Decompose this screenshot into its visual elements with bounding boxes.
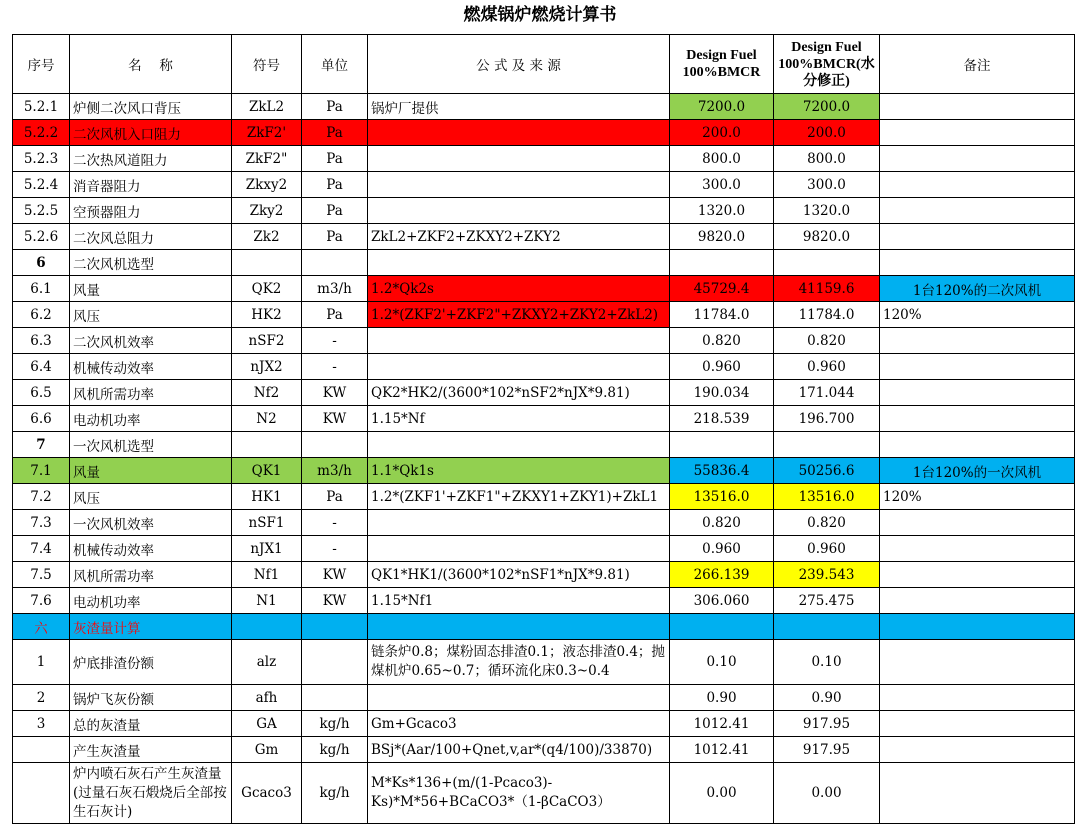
cell-value-2: 0.10 [774,640,880,685]
cell-seq: 5.2.6 [13,224,70,250]
cell-symbol: nJX2 [232,354,302,380]
cell-formula [368,250,670,276]
cell-seq: 7.6 [13,588,70,614]
cell-seq: 2 [13,685,70,711]
cell-formula: 1.2*(ZKF2'+ZKF2"+ZKXY2+ZKY2+ZkL2) [368,302,670,328]
cell-symbol: alz [232,640,302,685]
cell-value-2 [774,432,880,458]
cell-value-2: 13516.0 [774,484,880,510]
cell-value-2: 11784.0 [774,302,880,328]
cell-unit: kg/h [302,763,368,824]
cell-value-1 [670,432,774,458]
header-fuel2: Design Fuel 100%BMCR(水分修正) [774,35,880,94]
cell-unit: Pa [302,120,368,146]
cell-value-2: 0.820 [774,328,880,354]
cell-value-2: 1320.0 [774,198,880,224]
cell-value-1: 0.820 [670,510,774,536]
section-row [13,432,1075,458]
cell-formula: QK1*HK1/(3600*102*nSF1*nJX*9.81) [368,562,670,588]
cell-value-2: 0.960 [774,536,880,562]
table-row [13,763,1075,824]
cell-name: 风机所需功率 [70,562,232,588]
cell-remark: 120% [880,484,1075,510]
cell-seq: 6.1 [13,276,70,302]
cell-seq: 6.3 [13,328,70,354]
cell-symbol: ZkF2' [232,120,302,146]
cell-remark [880,146,1075,172]
cell-seq: 7.2 [13,484,70,510]
table-row [13,198,1075,224]
cell-value-2: 9820.0 [774,224,880,250]
table-row [13,406,1075,432]
cell-remark [880,94,1075,120]
cell-seq [13,737,70,763]
cell-name: 一次风机效率 [70,510,232,536]
cell-value-2: 0.820 [774,510,880,536]
cell-unit: Pa [302,302,368,328]
cell-formula [368,354,670,380]
cell-value-2: 0.90 [774,685,880,711]
cell-remark [880,432,1075,458]
cell-symbol: Nf2 [232,380,302,406]
cell-value-2: 0.00 [774,763,880,824]
cell-remark [880,120,1075,146]
cell-name: 电动机功率 [70,406,232,432]
cell-unit: KW [302,380,368,406]
cell-name: 机械传动效率 [70,536,232,562]
cell-name: 灰渣量计算 [70,614,232,640]
cell-symbol: nSF1 [232,510,302,536]
cell-formula: QK2*HK2/(3600*102*nSF2*nJX*9.81) [368,380,670,406]
cell-unit: Pa [302,146,368,172]
cell-value-1: 200.0 [670,120,774,146]
cell-name: 炉内喷石灰石产生灰渣量(过量石灰石煅烧后全部按生石灰计) [70,763,232,824]
cell-name: 二次风机效率 [70,328,232,354]
cell-unit: m3/h [302,276,368,302]
cell-value-1: 0.960 [670,536,774,562]
cell-unit [302,432,368,458]
cell-value-2 [774,250,880,276]
cell-formula: 1.1*Qk1s [368,458,670,484]
cell-unit: Pa [302,94,368,120]
calculation-table [12,34,1075,824]
cell-value-2: 200.0 [774,120,880,146]
cell-unit [302,640,368,685]
cell-value-1: 0.10 [670,640,774,685]
cell-symbol: Zkxy2 [232,172,302,198]
cell-value-1: 55836.4 [670,458,774,484]
table-row [13,737,1075,763]
cell-seq [13,763,70,824]
cell-seq: 六 [13,614,70,640]
cell-value-1: 218.539 [670,406,774,432]
cell-value-1 [670,614,774,640]
cell-value-1: 11784.0 [670,302,774,328]
header-unit: 单位 [302,35,368,94]
table-row [13,172,1075,198]
cell-value-2: 50256.6 [774,458,880,484]
cell-unit: Pa [302,484,368,510]
cell-formula [368,614,670,640]
cell-symbol: Gm [232,737,302,763]
cell-remark [880,588,1075,614]
cell-value-2: 800.0 [774,146,880,172]
cell-seq: 6.6 [13,406,70,432]
cell-symbol: nSF2 [232,328,302,354]
cell-symbol: QK2 [232,276,302,302]
cell-seq: 7.5 [13,562,70,588]
cell-name: 风量 [70,276,232,302]
cell-value-1: 45729.4 [670,276,774,302]
cell-unit: KW [302,588,368,614]
cell-remark [880,510,1075,536]
header-fuel1: Design Fuel 100%BMCR [670,35,774,94]
table-row [13,94,1075,120]
cell-formula [368,510,670,536]
cell-formula [368,328,670,354]
cell-value-1: 13516.0 [670,484,774,510]
cell-unit: - [302,536,368,562]
table-row [13,120,1075,146]
cell-seq: 6.4 [13,354,70,380]
cell-seq: 6 [13,250,70,276]
cell-name: 锅炉飞灰份额 [70,685,232,711]
table-row [13,711,1075,737]
cell-value-2: 300.0 [774,172,880,198]
section-row [13,250,1075,276]
cell-name: 炉侧二次风口背压 [70,94,232,120]
cell-symbol: Zky2 [232,198,302,224]
cell-value-1: 1012.41 [670,737,774,763]
cell-remark [880,172,1075,198]
cell-unit [302,250,368,276]
cell-remark [880,198,1075,224]
cell-symbol: nJX1 [232,536,302,562]
cell-value-1: 9820.0 [670,224,774,250]
cell-symbol [232,432,302,458]
cell-seq: 5.2.4 [13,172,70,198]
cell-formula: 链条炉0.8；煤粉固态排渣0.1；液态排渣0.4；抛煤机炉0.65~0.7；循环流化床0.3~0.4 [368,640,670,685]
cell-value-1: 1320.0 [670,198,774,224]
header-row [13,35,1075,94]
cell-seq: 5.2.1 [13,94,70,120]
cell-value-1: 0.960 [670,354,774,380]
cell-name: 消音器阻力 [70,172,232,198]
cell-formula [368,172,670,198]
table-row [13,276,1075,302]
cell-unit: - [302,510,368,536]
cell-symbol: GA [232,711,302,737]
cell-unit: Pa [302,224,368,250]
cell-symbol: afh [232,685,302,711]
cell-unit: - [302,354,368,380]
cell-remark [880,640,1075,685]
cell-name: 炉底排渣份额 [70,640,232,685]
cell-seq: 5.2.3 [13,146,70,172]
cell-value-1: 0.00 [670,763,774,824]
section-row [13,614,1075,640]
header-symbol: 符号 [232,35,302,94]
cell-remark [880,536,1075,562]
cell-value-1 [670,250,774,276]
cell-seq: 1 [13,640,70,685]
cell-remark [880,328,1075,354]
cell-symbol: Zk2 [232,224,302,250]
cell-value-1: 0.90 [670,685,774,711]
table-row [13,146,1075,172]
table-row [13,302,1075,328]
cell-symbol: N2 [232,406,302,432]
cell-name: 二次风总阻力 [70,224,232,250]
cell-symbol: ZkL2 [232,94,302,120]
cell-unit: kg/h [302,737,368,763]
cell-remark: 1台120%的一次风机 [880,458,1075,484]
cell-symbol [232,614,302,640]
cell-unit: kg/h [302,711,368,737]
cell-formula [368,146,670,172]
cell-value-1: 0.820 [670,328,774,354]
cell-value-1: 300.0 [670,172,774,198]
cell-remark: 1台120%的二次风机 [880,276,1075,302]
cell-name: 机械传动效率 [70,354,232,380]
document-title: 燃煤锅炉燃烧计算书 [463,5,617,25]
cell-seq: 7.4 [13,536,70,562]
cell-name: 一次风机选型 [70,432,232,458]
cell-remark [880,737,1075,763]
cell-formula: M*Ks*136+(m/(1-Pcaco3)-Ks)*M*56+BCaCO3*（1-βCaCO3） [368,763,670,824]
table-row [13,328,1075,354]
header-seq: 序号 [13,35,70,94]
cell-symbol [232,250,302,276]
cell-unit: m3/h [302,458,368,484]
cell-value-1: 7200.0 [670,94,774,120]
table-row [13,640,1075,685]
cell-seq: 6.5 [13,380,70,406]
cell-value-2: 196.700 [774,406,880,432]
table-row [13,458,1075,484]
cell-value-1: 266.139 [670,562,774,588]
cell-remark [880,763,1075,824]
header-formula: 公 式 及 来 源 [368,35,670,94]
cell-name: 风压 [70,484,232,510]
table-row [13,354,1075,380]
table-row [13,224,1075,250]
cell-symbol: HK1 [232,484,302,510]
cell-remark [880,711,1075,737]
cell-remark [880,406,1075,432]
cell-value-2: 917.95 [774,711,880,737]
cell-symbol: HK2 [232,302,302,328]
cell-seq: 3 [13,711,70,737]
cell-value-1: 1012.41 [670,711,774,737]
cell-name: 产生灰渣量 [70,737,232,763]
cell-value-1: 190.034 [670,380,774,406]
cell-value-2: 275.475 [774,588,880,614]
cell-formula: 1.2*Qk2s [368,276,670,302]
cell-formula: BSj*(Aar/100+Qnet,v,ar*(q4/100)/33870) [368,737,670,763]
cell-value-1: 306.060 [670,588,774,614]
cell-unit: KW [302,406,368,432]
cell-name: 风机所需功率 [70,380,232,406]
cell-value-1: 800.0 [670,146,774,172]
cell-name: 二次热风道阻力 [70,146,232,172]
cell-formula [368,432,670,458]
cell-seq: 7.3 [13,510,70,536]
cell-name: 电动机功率 [70,588,232,614]
cell-value-2: 917.95 [774,737,880,763]
cell-unit: Pa [302,172,368,198]
cell-formula: 锅炉厂提供 [368,94,670,120]
cell-formula: ZkL2+ZKF2+ZKXY2+ZKY2 [368,224,670,250]
cell-seq: 5.2.5 [13,198,70,224]
cell-remark [880,562,1075,588]
cell-name: 风量 [70,458,232,484]
table-row [13,588,1075,614]
table-row [13,510,1075,536]
cell-remark [880,380,1075,406]
cell-remark [880,354,1075,380]
cell-remark [880,685,1075,711]
header-name: 名 称 [70,35,232,94]
cell-remark: 120% [880,302,1075,328]
table-row [13,536,1075,562]
cell-name: 风压 [70,302,232,328]
cell-formula: Gm+Gcaco3 [368,711,670,737]
cell-remark [880,250,1075,276]
cell-formula: 1.15*Nf1 [368,588,670,614]
cell-formula [368,685,670,711]
header-remark: 备注 [880,35,1075,94]
cell-unit [302,685,368,711]
cell-unit: KW [302,562,368,588]
cell-value-2 [774,614,880,640]
cell-value-2: 0.960 [774,354,880,380]
table-row [13,562,1075,588]
cell-symbol: Nf1 [232,562,302,588]
cell-name: 空预器阻力 [70,198,232,224]
cell-seq: 6.2 [13,302,70,328]
cell-seq: 5.2.2 [13,120,70,146]
cell-value-2: 7200.0 [774,94,880,120]
cell-unit [302,614,368,640]
cell-symbol: ZkF2" [232,146,302,172]
cell-formula: 1.15*Nf [368,406,670,432]
cell-value-2: 239.543 [774,562,880,588]
cell-formula [368,536,670,562]
cell-name: 总的灰渣量 [70,711,232,737]
cell-formula: 1.2*(ZKF1'+ZKF1"+ZKXY1+ZKY1)+ZkL1 [368,484,670,510]
table-row [13,380,1075,406]
cell-seq: 7 [13,432,70,458]
cell-symbol: N1 [232,588,302,614]
cell-value-2: 171.044 [774,380,880,406]
cell-formula [368,198,670,224]
cell-seq: 7.1 [13,458,70,484]
cell-remark [880,614,1075,640]
cell-formula [368,120,670,146]
cell-value-2: 41159.6 [774,276,880,302]
cell-symbol: Gcaco3 [232,763,302,824]
cell-unit: - [302,328,368,354]
cell-name: 二次风机选型 [70,250,232,276]
cell-unit: Pa [302,198,368,224]
table-row [13,484,1075,510]
cell-remark [880,224,1075,250]
cell-name: 二次风机入口阻力 [70,120,232,146]
table-row [13,685,1075,711]
cell-symbol: QK1 [232,458,302,484]
